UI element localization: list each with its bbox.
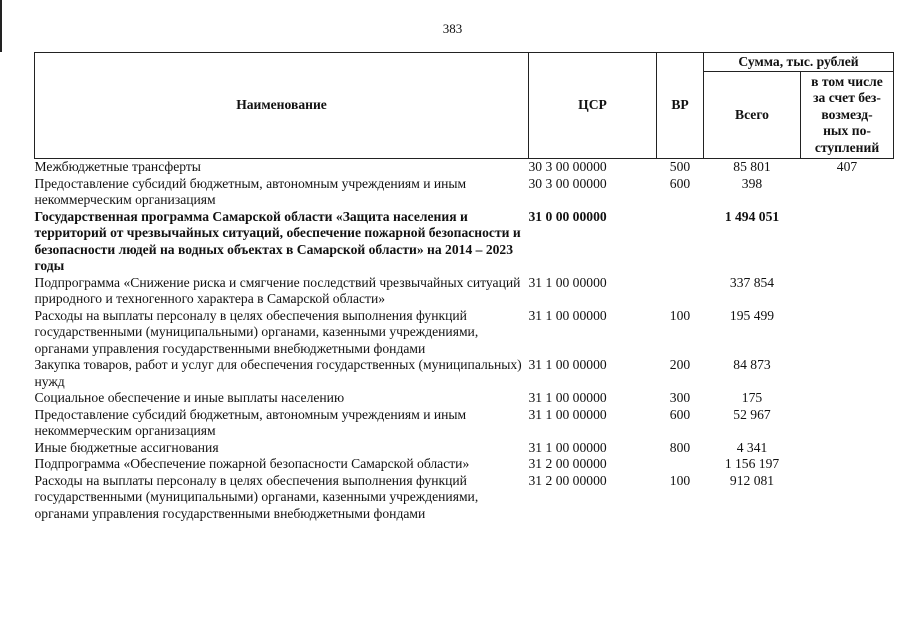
row-vr — [657, 275, 704, 308]
row-csr: 31 1 00 00000 — [528, 274, 607, 290]
row-total: 337 854 — [729, 274, 775, 290]
row-name: Предоставление субсидий бюджетным, автономным учреждениям и иным некоммерческим организациям — [34, 175, 467, 207]
row-grant — [801, 390, 894, 407]
table-row — [35, 308, 894, 358]
row-name: Подпрограмма «Снижение риска и смягчение последствий чрезвычайных ситуаций природного и техногенного характера в Самарской области» — [34, 274, 521, 306]
row-grant — [801, 456, 894, 473]
table-row — [35, 275, 894, 308]
row-name: Подпрограмма «Обеспечение пожарной безопасности Самарской области» — [34, 456, 470, 471]
row-vr: 600 — [669, 406, 691, 422]
row-name: Государственная программа Самарской области «Защита населения и территорий от чрезвычайных ситуаций, обеспечение пожарной безопасности и безопасности людей на водных объектах в Самарской области» на 2014 – 2023 годы — [34, 208, 521, 273]
row-total: 398 — [741, 175, 763, 191]
row-total: 175 — [741, 390, 763, 405]
row-vr: 500 — [669, 159, 691, 174]
header-csr: ЦСР — [529, 53, 657, 159]
table-row — [35, 390, 894, 407]
row-vr — [657, 456, 704, 473]
row-csr: 31 1 00 00000 — [528, 406, 607, 422]
row-grant — [801, 357, 894, 390]
header-grant-line: ступлений — [814, 139, 880, 155]
row-vr: 200 — [669, 357, 691, 372]
row-csr: 31 1 00 00000 — [528, 357, 607, 372]
table-row — [35, 357, 894, 390]
row-name: Предоставление субсидий бюджетным, автономным учреждениям и иным некоммерческим организациям — [34, 406, 467, 438]
row-csr: 30 3 00 00000 — [528, 175, 607, 191]
header-sum-group: Сумма, тыс. рублей — [704, 53, 894, 72]
row-total: 4 341 — [736, 439, 768, 455]
row-grant — [801, 209, 894, 275]
row-vr: 600 — [669, 175, 691, 191]
row-csr: 31 1 00 00000 — [528, 439, 607, 455]
table-row — [35, 473, 894, 523]
row-total: 85 801 — [733, 159, 771, 174]
header-name: Наименование — [35, 53, 529, 159]
header-grant-line: в том числе — [811, 73, 883, 89]
row-csr: 31 1 00 00000 — [528, 307, 607, 323]
table-header — [35, 53, 894, 159]
row-total: 1 494 051 — [724, 208, 780, 224]
header-grant-line: за счет без- — [813, 90, 881, 106]
row-name: Социальное обеспечение и иные выплаты населению — [34, 390, 345, 405]
row-grant — [801, 473, 894, 523]
row-csr: 30 3 00 00000 — [528, 159, 607, 174]
table-body — [35, 159, 894, 523]
row-vr: 800 — [669, 439, 691, 455]
row-total: 912 081 — [729, 472, 775, 488]
budget-table — [34, 52, 894, 522]
row-vr: 300 — [669, 390, 691, 405]
row-grant — [801, 176, 894, 209]
header-total: Всего — [704, 72, 801, 159]
row-total: 195 499 — [729, 307, 775, 323]
table-row — [35, 209, 894, 275]
row-vr — [657, 209, 704, 275]
row-grant — [801, 275, 894, 308]
row-grant — [801, 440, 894, 457]
table-row — [35, 407, 894, 440]
row-grant — [801, 308, 894, 358]
row-name: Межбюджетные трансферты — [34, 159, 201, 174]
row-grant — [801, 407, 894, 440]
row-name: Иные бюджетные ассигнования — [34, 439, 219, 455]
row-vr: 100 — [669, 307, 691, 323]
header-vr: ВР — [657, 53, 704, 159]
row-total: 1 156 197 — [724, 456, 780, 471]
row-grant: 407 — [836, 159, 858, 174]
header-grant-line: ных по- — [823, 123, 871, 139]
row-csr: 31 2 00 00000 — [528, 456, 607, 471]
page-number: 383 — [442, 21, 463, 36]
header-grant — [801, 72, 894, 159]
row-name: Расходы на выплаты персоналу в целях обеспечения выполнения функций государственными (муниципальными) органами, казенными учреждениями, органами управления государственными внебюджетными фондами — [34, 307, 479, 356]
table-row — [35, 176, 894, 209]
row-total: 52 967 — [733, 406, 771, 422]
table-row — [35, 440, 894, 457]
row-name: Расходы на выплаты персоналу в целях обеспечения выполнения функций государственными (муниципальными) органами, казенными учреждениями, органами управления государственными внебюджетными фондами — [34, 472, 479, 521]
row-vr: 100 — [669, 472, 691, 488]
row-csr: 31 2 00 00000 — [528, 472, 607, 488]
row-total: 84 873 — [733, 357, 771, 372]
row-name: Закупка товаров, работ и услуг для обеспечения государственных (муниципальных) нужд — [34, 357, 522, 389]
table-row — [35, 159, 894, 176]
header-grant-line: возмезд- — [821, 106, 873, 122]
row-csr: 31 1 00 00000 — [528, 390, 607, 405]
table-row — [35, 456, 894, 473]
row-csr: 31 0 00 00000 — [528, 208, 607, 224]
